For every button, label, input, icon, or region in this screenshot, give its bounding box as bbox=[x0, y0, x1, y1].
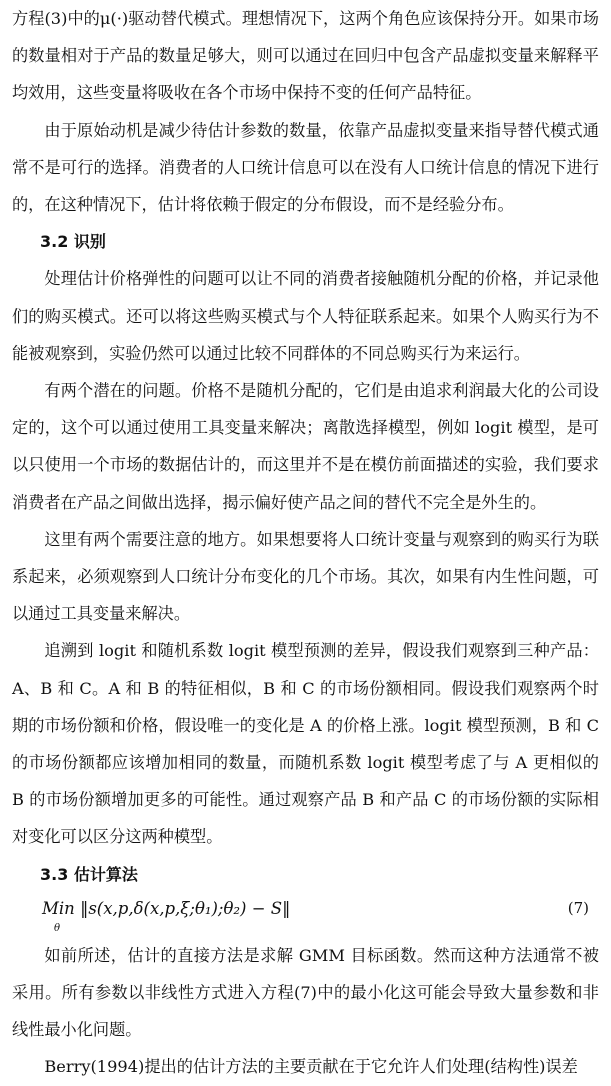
equation-7 bbox=[12, 893, 599, 937]
paragraph-8: Berry(1994)提出的估计方法的主要贡献在于它允许人们处理(结构性)误差 bbox=[44, 1057, 578, 1077]
paragraph-4: 有两个潜在的问题。价格不是随机分配的，它们是由追求利润最大化的公司设定的，这个可以通过使用工具变量来解决；离散选择模型，例如 logit 模型，是可以只使用一个市场的数据估计的，而这里并不是在模仿前面描述的实验，我们要求消费者在产品之间做出选择，揭示偏好使产品之间的替代不完全是外生的。 bbox=[12, 381, 599, 512]
paragraph-6: 追溯到 logit 和随机系数 logit 模型预测的差异，假设我们观察到三种产品：A、B 和 C。A 和 B 的特征相似，B 和 C 的市场份额相同。假设我们观察两个时期的市场份额和价格，假设唯一的变化是 A 的价格上涨。logit 模型预测，B 和 C 的市场份额都应该增加相同的数量，而随机系数 logit 模型考虑了与 A 更相似的 B 的市场份额增加更多的可能性。通过观察产品 B 和产品 C 的市场份额的实际相对变化可以区分这两种模型。 bbox=[12, 641, 599, 847]
paragraph-2: 由于原始动机是减少待估计参数的数量，依靠产品虚拟变量来指导替代模式通常不是可行的选择。消费者的人口统计信息可以在没有人口统计信息的情况下进行的，在这种情况下，估计将依赖于假定的分布假设，而不是经验分布。 bbox=[12, 120, 599, 215]
paragraph-5: 这里有两个需要注意的地方。如果想要将人口统计变量与观察到的购买行为联系起来，必须观察到人口统计分布变化的几个市场。其次，如果有内生性问题，可以通过工具变量来解决。 bbox=[12, 529, 599, 624]
paragraph-7: 如前所述，估计的直接方法是求解 GMM 目标函数。然而这种方法通常不被采用。所有参数以非线性方式进入方程(7)中的最小化这可能会导致大量参数和非线性最小化问题。 bbox=[12, 945, 599, 1040]
equation-min: Min bbox=[42, 898, 75, 918]
section-heading-3-3: 3.3 估计算法 bbox=[40, 864, 138, 884]
paragraph-3: 处理估计价格弹性的问题可以让不同的消费者接触随机分配的价格，并记录他们的购买模式。还可以将这些购买模式与个人特征联系起来。如果个人购买行为不能被观察到，实验仍然可以通过比较不同群体的不同总购买行为来运行。 bbox=[12, 269, 599, 363]
equation-body: ‖s(x,p,δ(x,p,ξ;θ₁);θ₂) − S‖ bbox=[80, 898, 291, 918]
equation-number: (7) bbox=[567, 898, 589, 917]
paragraph-1: 方程(3)中的μ(·)驱动替代模式。理想情况下，这两个角色应该保持分开。如果市场的数量相对于产品的数量足够大，则可以通过在回归中包含产品虚拟变量来解释平均效用，这些变量将吸收在各个市场中保持不变的任何产品特征。 bbox=[12, 9, 599, 103]
equation-subscript: θ bbox=[54, 922, 61, 934]
equation-expression bbox=[42, 899, 290, 918]
section-heading-3-2: 3.2 识别 bbox=[40, 232, 106, 252]
